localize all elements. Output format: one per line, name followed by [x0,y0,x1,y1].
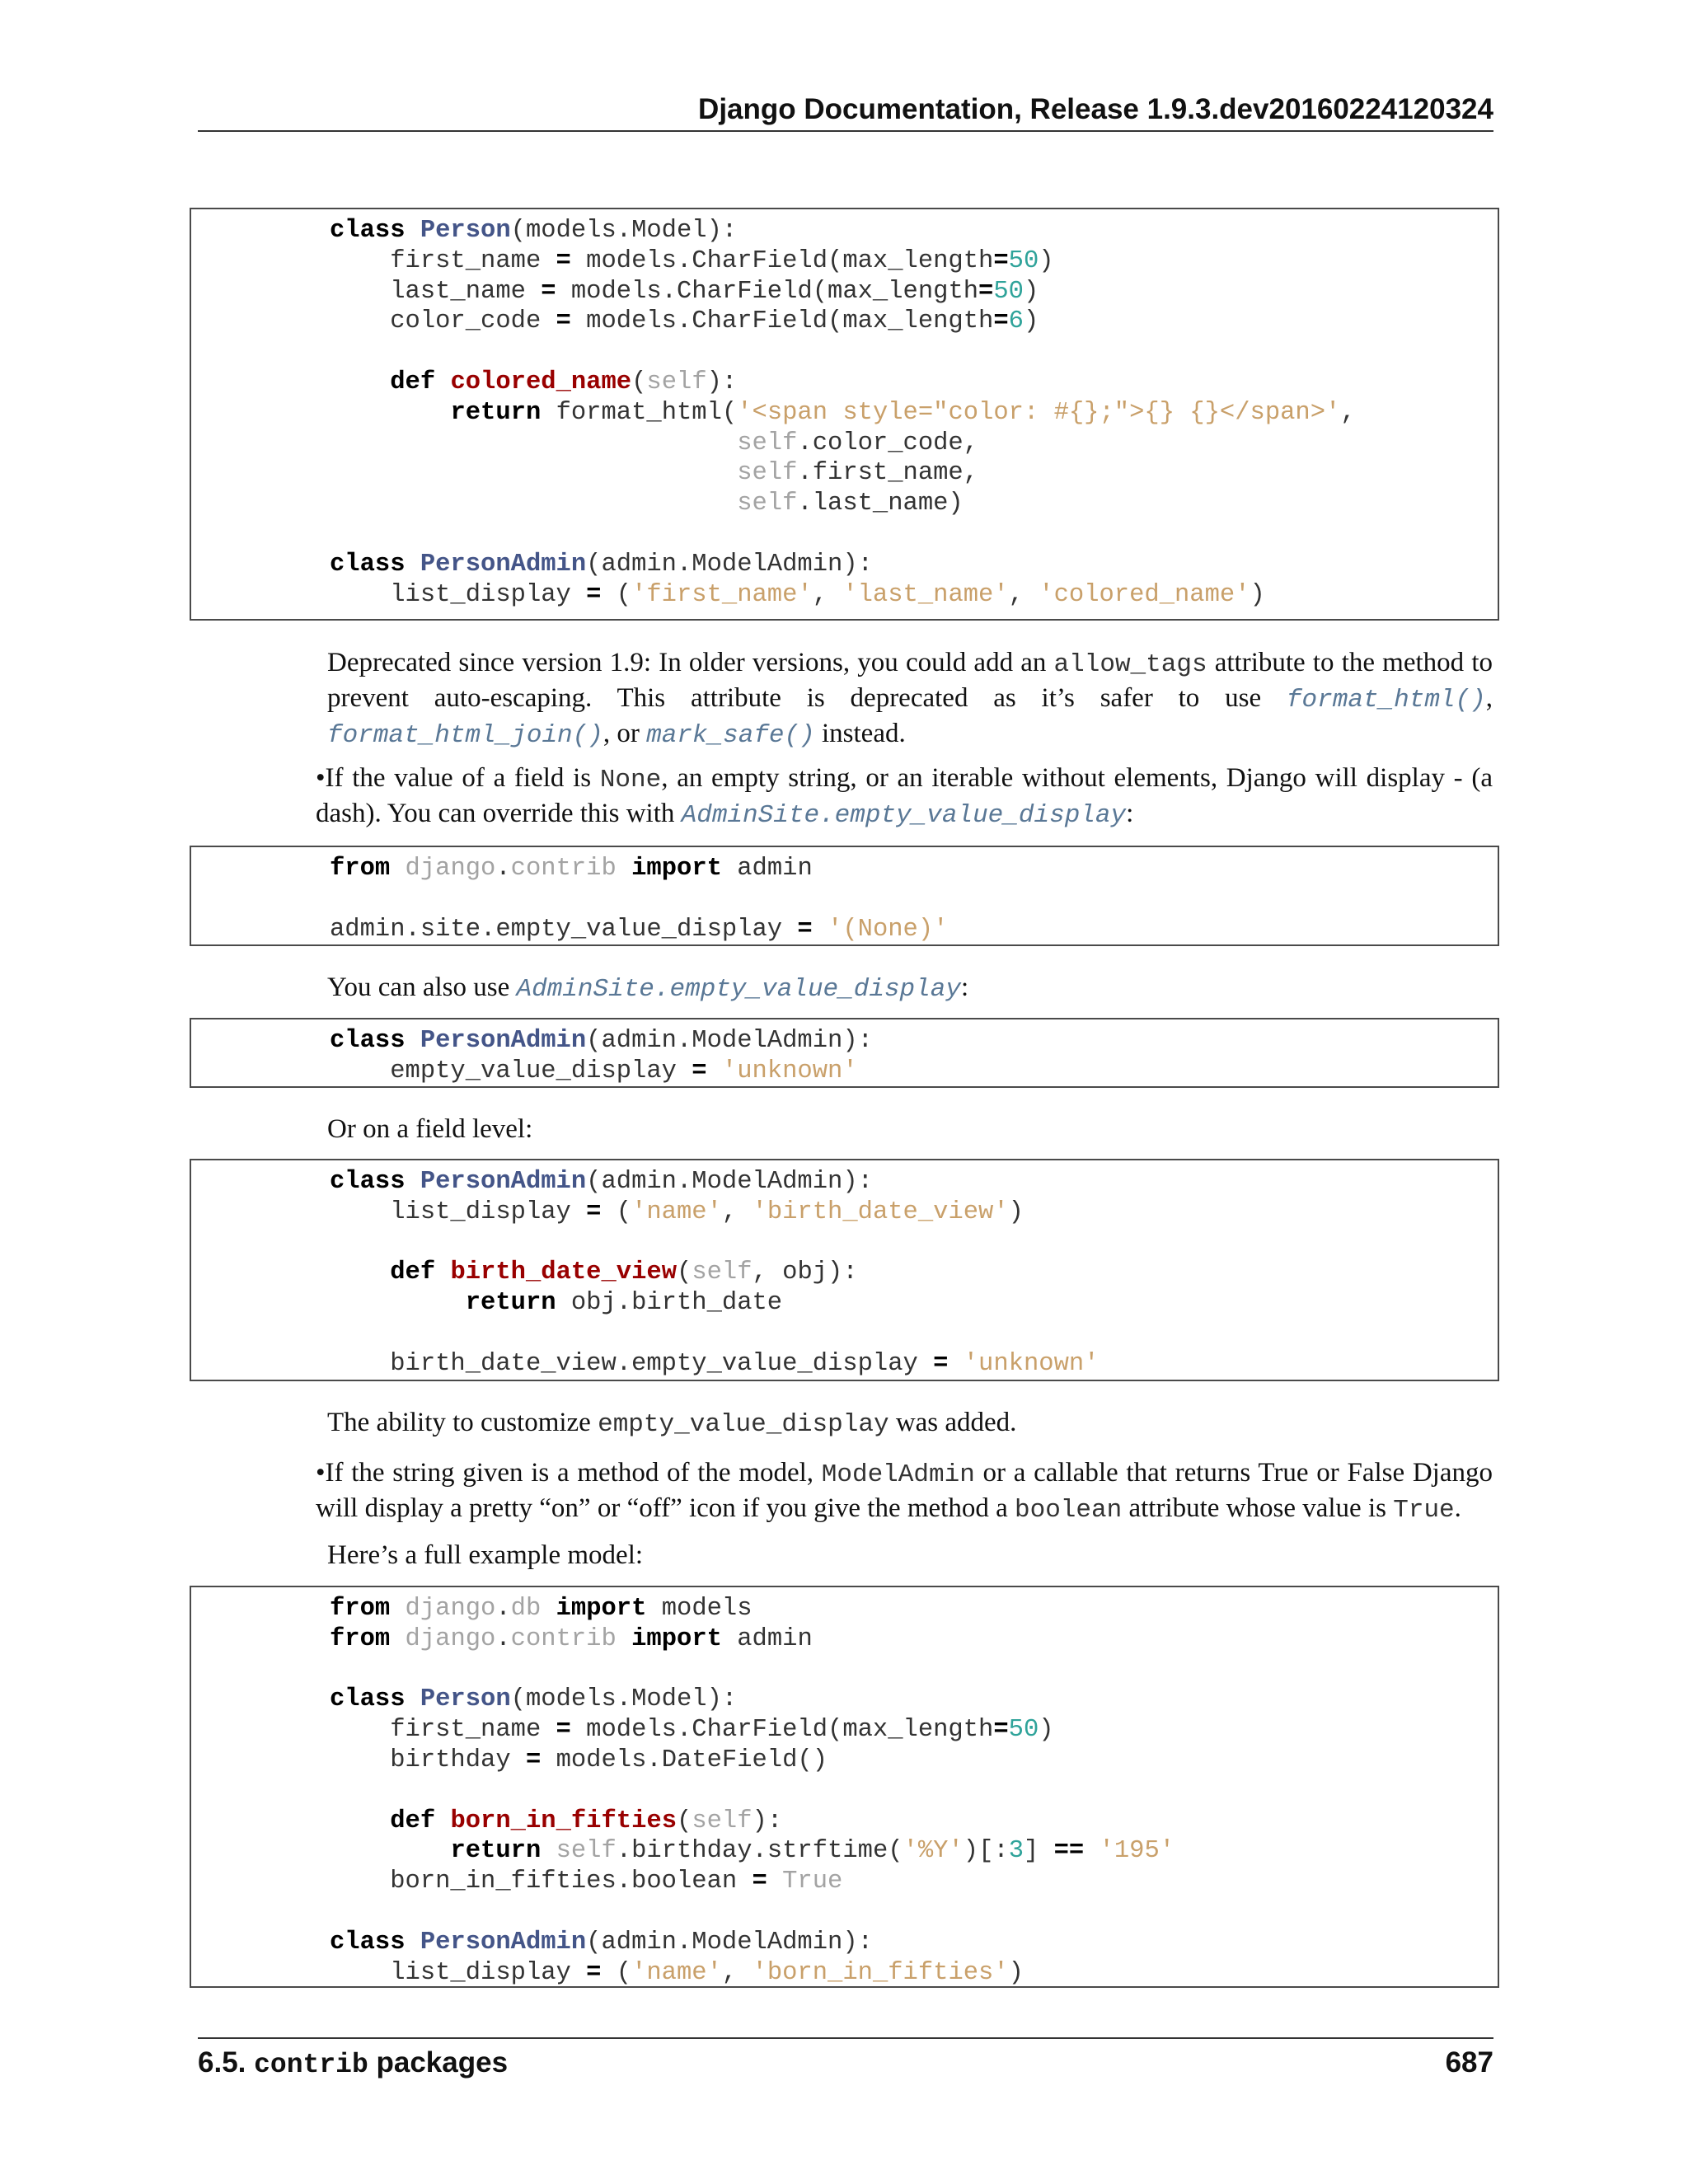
code-block-site-empty-value [190,846,1499,946]
text: : [1126,799,1134,828]
modeladmin-code: ModelAdmin [821,1460,975,1489]
deprecation-note [327,646,1493,752]
code-block-field-level [190,1159,1499,1381]
also-use-paragraph [327,971,1493,1006]
code-text: class PersonAdmin(admin.ModelAdmin): empty_value_display = 'unknown' [330,1027,873,1085]
boolean-code: boolean [1014,1496,1123,1525]
empty-value-display-link[interactable]: AdminSite.empty_value_display [681,801,1127,830]
full-example-paragraph: Here’s a full example model: [327,1540,644,1570]
footer-rule [198,2037,1493,2039]
code-block-colored-name [190,208,1499,621]
format-html-join-link[interactable]: format_html_join() [327,721,603,750]
section-code: contrib [254,2050,368,2080]
code-text: from django.contrib import admin admin.site.empty_value_display = '(None)' [330,855,949,944]
format-html-link[interactable]: format_html() [1286,686,1486,715]
empty-value-display-code: empty_value_display [598,1410,889,1439]
code-text: class PersonAdmin(admin.ModelAdmin): list_display = ('name', 'birth_date_view') def birth_date_view(self, obj): return obj.birth_date birth_date_view.empty_value_display = 'unknown' [330,1168,1100,1378]
text: . [1454,1493,1461,1523]
text: The ability to customize [327,1408,598,1437]
text: Deprecated since version 1.9: In older versions, you could add an [327,648,1054,677]
section-number: 6.5. [198,2046,246,2079]
text: , or [603,719,647,748]
code-text: from django.db import models from django.contrib import admin class Person(models.Model): first_name = models.CharField(max_length=50) birthday = models.DateField() def born_in_fifties(self): return self.birthday.strftime('%Y')[:3] == '195' born_in_fifties.boolean = True class PersonAdmin(admin.ModelAdmin): list_display = ('name', 'born_in_fifties') [330,1595,1175,1987]
code-block-admin-empty-value [190,1018,1499,1088]
page-header [198,89,1493,132]
footer-section [198,2042,508,2086]
allow-tags-code: allow_tags [1053,650,1207,679]
text: , [1485,683,1493,713]
text: instead. [814,719,906,748]
page-number: 687 [1445,2046,1493,2079]
text: : [960,972,969,1002]
none-code: None [599,766,662,794]
text: You can also use [327,972,517,1002]
true-code: True [1393,1496,1455,1525]
page-footer [198,2042,1493,2083]
ability-paragraph [327,1406,1493,1441]
text: attribute whose value is [1122,1493,1394,1523]
field-level-paragraph: Or on a field level: [327,1114,533,1144]
header-title: Django Documentation, Release 1.9.3.dev20160224120324 [698,93,1493,125]
text: •If the value of a field is [316,763,600,793]
mark-safe-link[interactable]: mark_safe() [646,721,815,750]
code-block-full-example [190,1586,1499,1988]
code-text: class Person(models.Model): first_name = models.CharField(max_length=50) last_name = models.CharField(max_length=50) color_code = models.CharField(max_length=6) def colored_name(self): return format_html('<span style="color: #{};">{} {}</span>', self.color_code, self.first_name, self.last_name) class PersonAdmin(admin.ModelAdmin): list_display = ('first_name', 'last_name', 'colored_name') [330,217,1356,609]
bullet-empty-value [316,762,1493,832]
text: attribute to the method to prevent auto-escaping. This attribute is deprecated as it’s safer to use [327,648,1493,713]
empty-value-display-link-2[interactable]: AdminSite.empty_value_display [516,975,961,1004]
text: •If the string given is a method of the model, [316,1458,822,1488]
text: , an empty string, or an iterable without elements, Django will display - (a dash). You can override this with [316,763,1493,828]
text: was added. [889,1408,1017,1437]
section-word: packages [376,2046,509,2079]
text: or a callable that returns True or False Django will display a pretty “on” or “off” icon if you give the method a [316,1458,1493,1523]
bullet-boolean [316,1456,1493,1527]
